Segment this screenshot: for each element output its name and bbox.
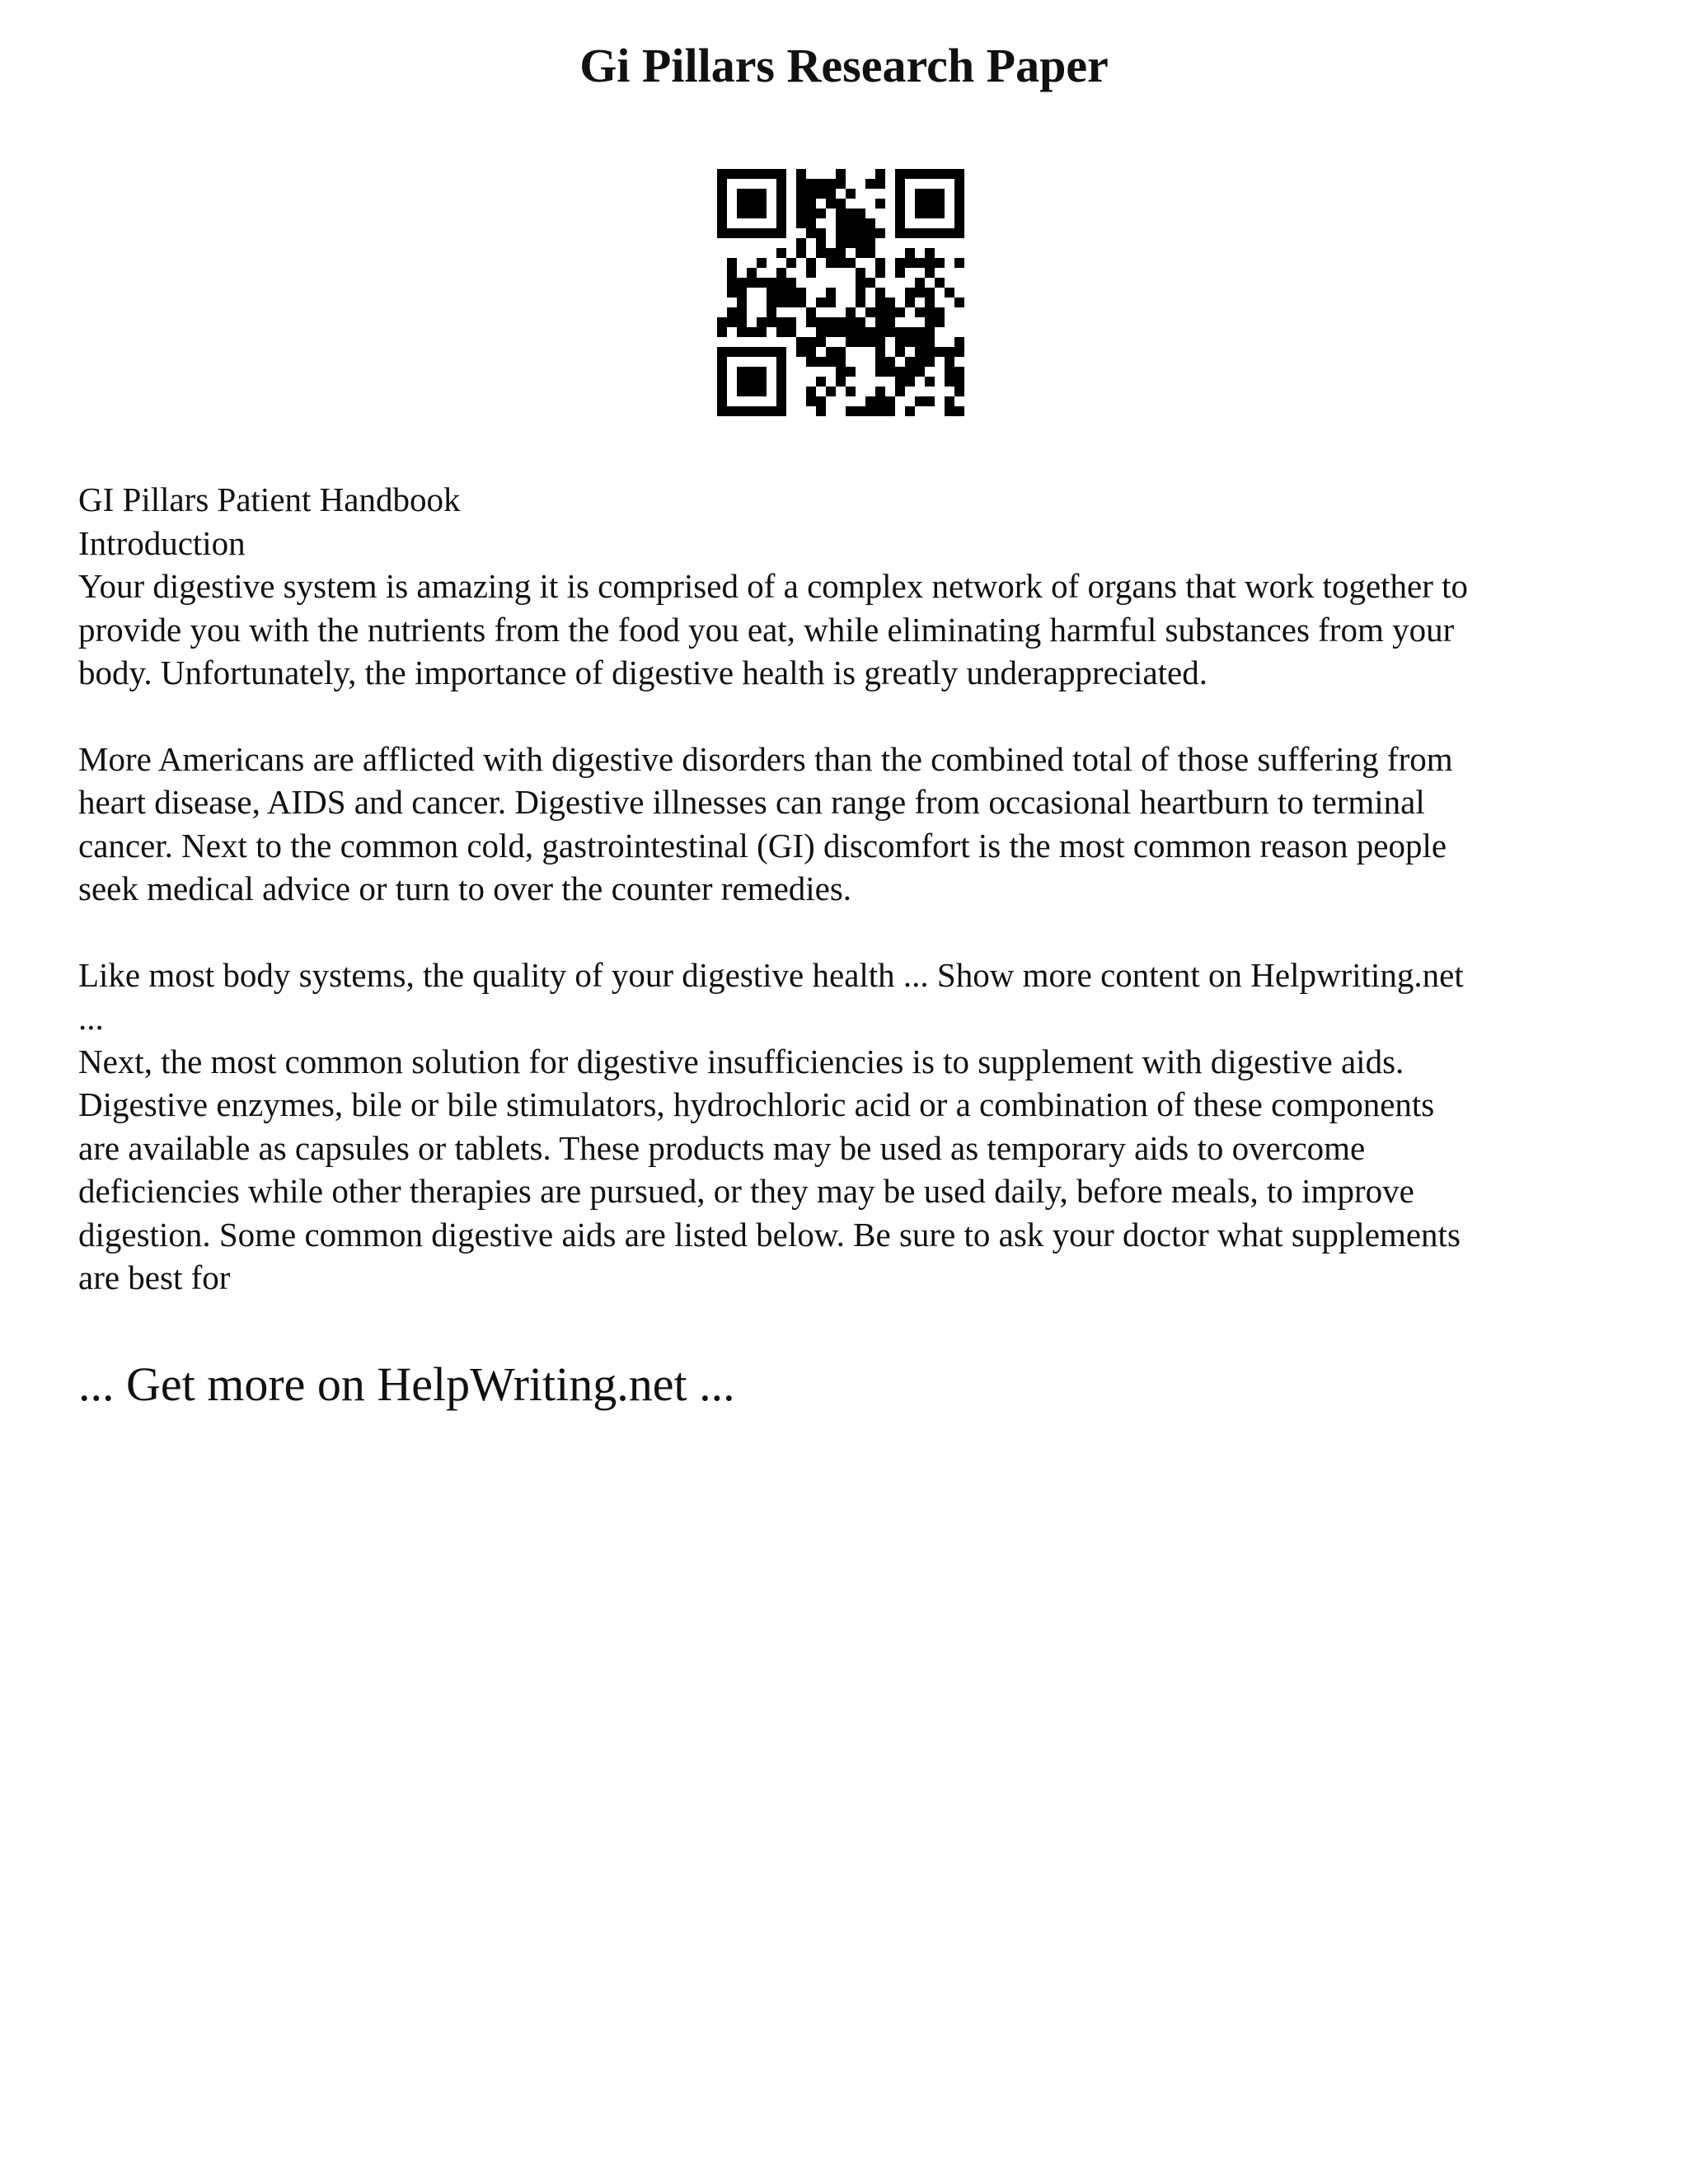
get-more-link[interactable]: ... Get more on HelpWriting.net ... [78, 1357, 735, 1411]
paragraph-line: provide you with the nutrients from the food you eat, while eliminating harmful substances from your [78, 610, 1455, 649]
paragraph-show-more [78, 954, 1628, 1040]
document-body [78, 478, 1628, 1300]
paragraph-line: body. Unfortunately, the importance of digestive health is greatly underappreciated. [78, 654, 1207, 691]
paragraph-spacer [78, 911, 1628, 954]
paragraph-line: seek medical advice or turn to over the counter remedies. [78, 869, 852, 907]
paragraph-line: digestion. Some common digestive aids are listed below. Be sure to ask your doctor what supplements [78, 1215, 1461, 1254]
paragraph-line: ... [78, 999, 104, 1037]
paragraph-line: Your digestive system is amazing it is comprised of a complex network of organs that work together to [78, 567, 1469, 605]
paragraph-line: are available as capsules or tablets. These products may be used as temporary aids to overcome [78, 1128, 1366, 1167]
paragraph-digestive-system [78, 565, 1628, 695]
qr-code-image [717, 169, 964, 416]
paragraph-line: heart disease, AIDS and cancer. Digestive illnesses can range from occasional heartburn to terminal [78, 783, 1425, 821]
paragraph-digestive-aids [78, 1040, 1628, 1300]
paragraph-spacer [78, 695, 1628, 738]
handbook-heading: GI Pillars Patient Handbook [78, 480, 461, 518]
page-title: Gi Pillars Research Paper [579, 39, 1109, 92]
section-heading-introduction: Introduction [78, 523, 246, 562]
show-more-link[interactable]: Like most body systems, the quality of your digestive health ... Show more content on Helpwriting.net [78, 955, 1464, 994]
paragraph-line: are best for [78, 1258, 231, 1296]
paragraph-line: deficiencies while other therapies are pursued, or they may be used daily, before meals, to improve [78, 1172, 1414, 1210]
paragraph-digestive-disorders [78, 738, 1628, 911]
paragraph-line: cancer. Next to the common cold, gastrointestinal (GI) discomfort is the most common reason people [78, 826, 1447, 865]
paragraph-line: Next, the most common solution for digestive insufficiencies is to supplement with digestive aids. [78, 1042, 1404, 1080]
paragraph-line: More Americans are afflicted with digestive disorders than the combined total of those suffering from [78, 739, 1453, 778]
paragraph-line: Digestive enzymes, bile or bile stimulators, hydrochloric acid or a combination of these components [78, 1085, 1435, 1123]
